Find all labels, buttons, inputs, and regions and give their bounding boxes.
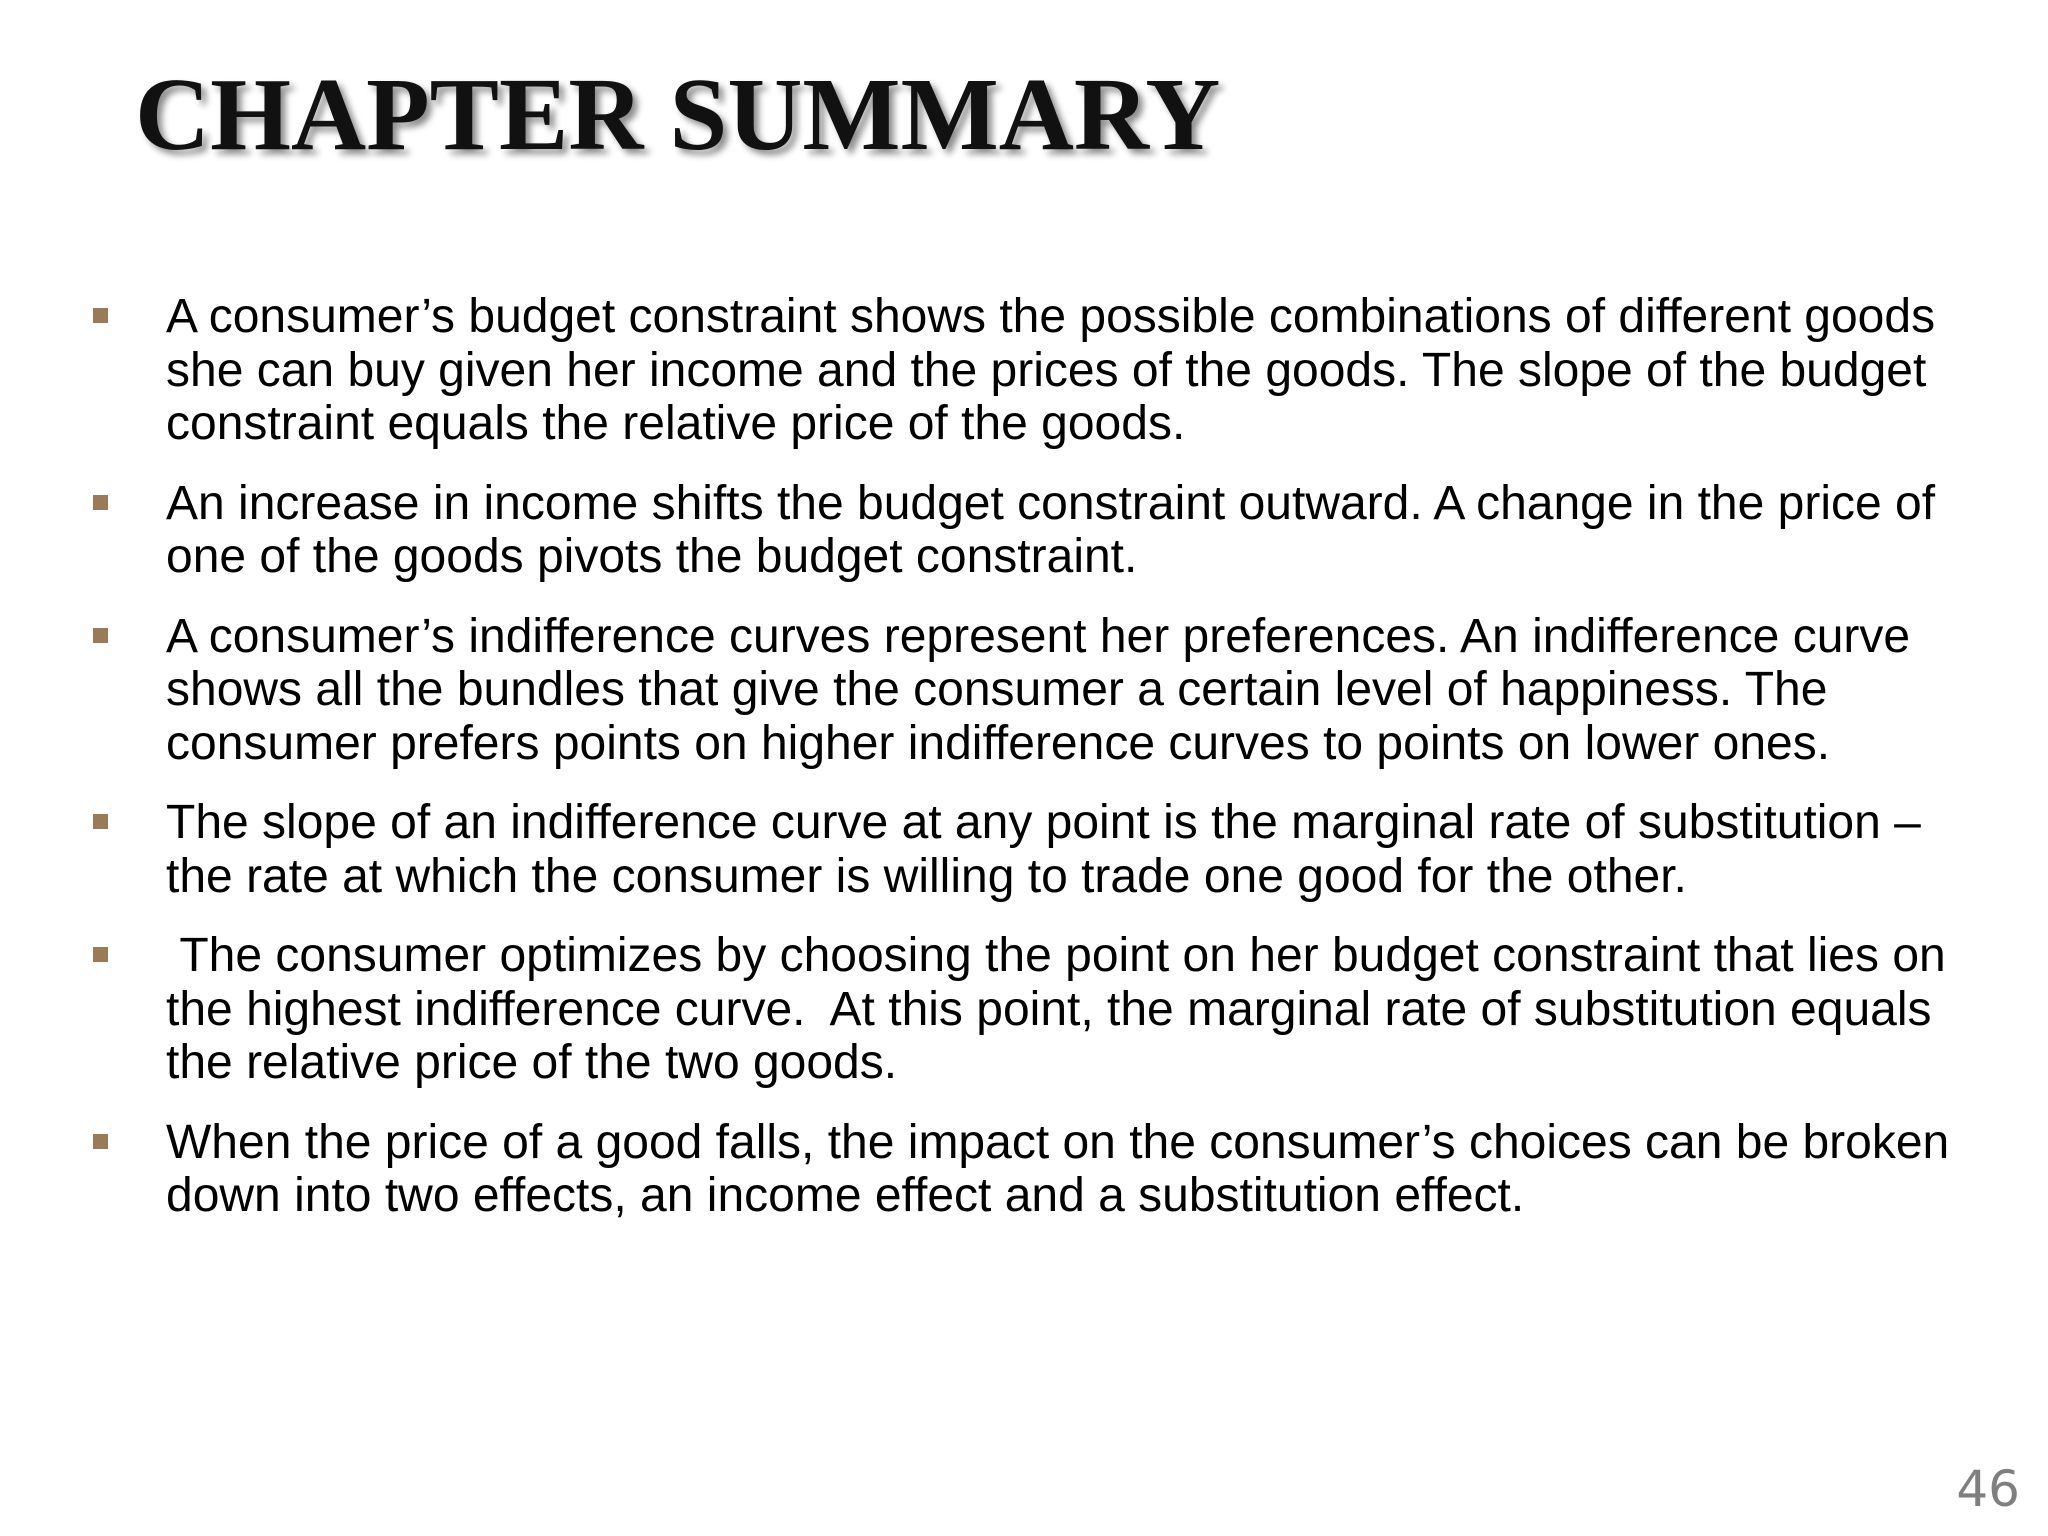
bullet-text: An increase in income shifts the budget constraint outward. A change in the price of one of the goods pivots the budget constraint. [166, 476, 1936, 583]
bullet-text: A consumer’s budget constraint shows the possible combinations of different goods she can buy given her income and the prices of the goods. The slope of the budget constraint equals the relative price of the goods. [166, 290, 1936, 450]
bullet-item [0, 1116, 1956, 1223]
square-bullet-icon [93, 308, 108, 323]
bullet-text: The slope of an indifference curve at any point is the marginal rate of substitution – the rate at which the consumer is willing to trade one good for the other. [166, 796, 1921, 903]
bullet-item [0, 477, 1956, 584]
bullet-item [0, 290, 1956, 451]
bullet-text: When the price of a good falls, the impact on the consumer’s choices can be broken down into two effects, an income effect and a substitution effect. [166, 1115, 1950, 1222]
square-bullet-icon [93, 814, 108, 829]
bullet-item [0, 610, 1956, 771]
square-bullet-icon [93, 947, 108, 962]
bullet-text: A consumer’s indifference curves represent her preferences. An indifference curve shows all the bundles that give the consumer a certain level of happiness. The consumer prefers points on higher indifference curves to points on lower ones. [166, 609, 1911, 770]
square-bullet-icon [93, 495, 108, 510]
summary-bullet-list [0, 290, 2048, 1249]
bullet-text: The consumer optimizes by choosing the point on her budget constraint that lies on the highest indifference curve. At this point, the marginal rate of substitution equals the relative price of the two goods. [166, 929, 1960, 1089]
square-bullet-icon [93, 1134, 108, 1149]
slide-title: CHAPTER SUMMARY [135, 57, 1221, 172]
bullet-item [0, 929, 1960, 1090]
square-bullet-icon [93, 628, 108, 643]
page-number: 46 [1956, 1460, 2020, 1518]
bullet-item [0, 796, 1956, 903]
